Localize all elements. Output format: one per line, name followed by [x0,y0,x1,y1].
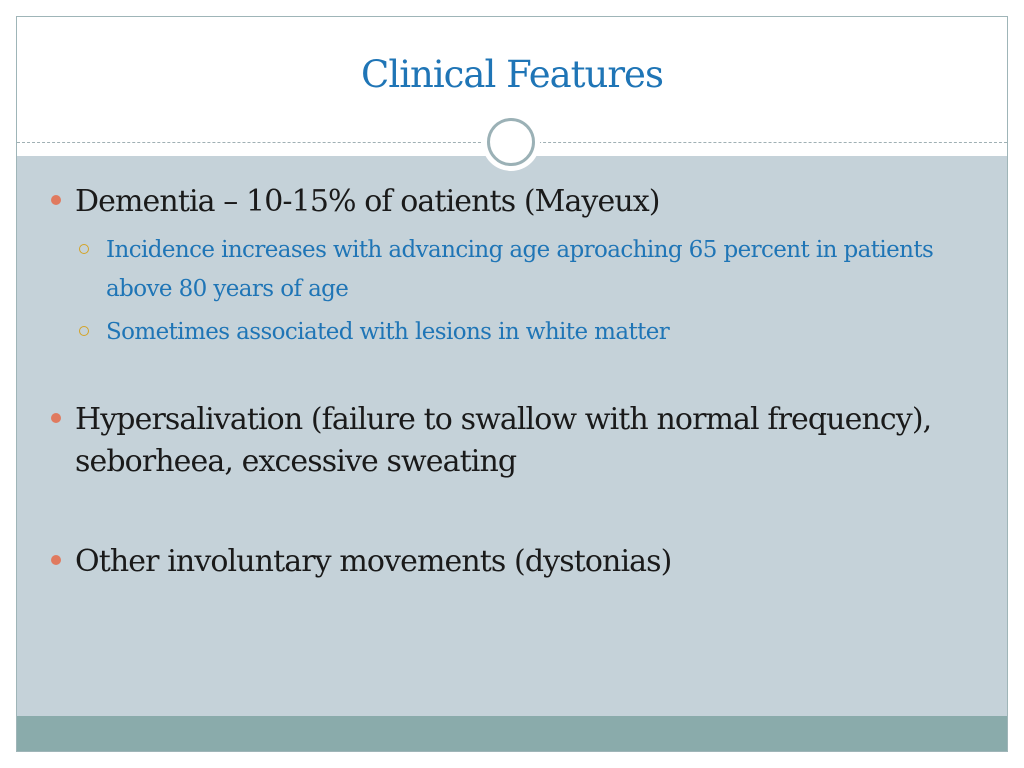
bullet-text: Hypersalivation (failure to swallow with normal frequency), seborheea, excessive sweating [75,402,932,479]
bullet-text: Dementia – 10-15% of oatients (Mayeux) [75,184,660,219]
footer-band [17,716,1007,751]
hollow-bullet-icon [79,244,89,254]
sub-bullet-text: Incidence increases with advancing age aproaching 65 percent in patients above 80 years of age [106,237,934,302]
bullet-text: Other involuntary movements (dystonias) [75,544,672,579]
sub-bullet-text: Sometimes associated with lesions in white matter [106,319,670,345]
hollow-bullet-icon [79,326,89,336]
slide [16,16,1008,752]
slide-title: Clinical Features [361,53,663,96]
sub-bullet-item-incidence [75,231,982,309]
ring-ornament-inner [487,118,535,166]
bullet-dot-icon [51,195,61,205]
bullet-list [47,181,982,583]
bullet-item-involuntary-movements [47,541,982,583]
bullet-item-dementia [47,181,982,352]
bullet-dot-icon [51,413,61,423]
sub-bullet-item-lesions [75,313,982,352]
bullet-dot-icon [51,555,61,565]
bullet-item-hypersalivation [47,399,982,483]
sub-bullet-list [75,231,982,352]
